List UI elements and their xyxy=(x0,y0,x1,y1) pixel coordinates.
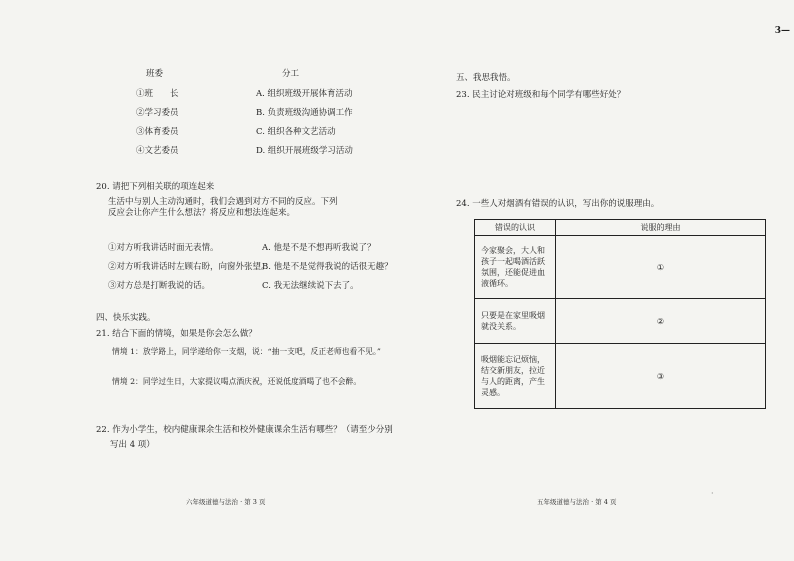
q22-line-1: 22. 作为小学生，校内健康课余生活和校外健康课余生活有哪些？（请至少分别 xyxy=(96,425,393,435)
corner-mark: 3— xyxy=(774,26,790,36)
match-header-duty: 分工 xyxy=(282,69,300,79)
belief-cell: 只要是在家里吸烟就没关系。 xyxy=(475,299,556,344)
belief-cell: 吸烟能忘记烦恼，结交新朋友，拉近与人的距离，产生灵感。 xyxy=(475,344,556,409)
misconception-table xyxy=(474,219,766,409)
match-header-role: 班委 xyxy=(146,69,164,79)
q22-line-2: 写出 4 项） xyxy=(110,440,155,450)
match-role-2: ②学习委员 xyxy=(136,108,179,118)
page-3-footer: 六年级道德与法治 · 第 3 页 xyxy=(186,498,266,506)
table-row xyxy=(475,299,766,344)
q20-thought-c: C. 我无法继续说下去了。 xyxy=(262,281,359,291)
section-4-heading: 四、快乐实践。 xyxy=(96,313,156,323)
q20-intro: 生活中与别人主动沟通时，我们会遇到对方不同的反应。下列反应会让你产生什么想法？将反应和想法连起来。 xyxy=(108,197,338,218)
q20-reaction-3: ③对方总是打断我说的话。 xyxy=(108,281,211,291)
q21-scenario-1: 情境 1：放学路上，同学递给你一支烟，说：“抽一支吧，反正老师也看不见。” xyxy=(112,347,381,356)
q20-thought-b: B. 他是不是觉得我说的话很无趣？ xyxy=(262,262,393,272)
match-duty-a: A. 组织班级开展体育活动 xyxy=(256,89,353,99)
page-4 xyxy=(400,0,794,561)
match-role-3: ③体育委员 xyxy=(136,127,179,137)
q20-reaction-2: ②对方听我讲话时左顾右盼，向窗外张望。 xyxy=(108,262,270,272)
fold-mark: · xyxy=(711,489,714,498)
reason-answer-cell[interactable]: ② xyxy=(556,299,766,344)
section-5-heading: 五、我思我悟。 xyxy=(456,73,516,83)
table-row xyxy=(475,236,766,299)
table-header-reason: 说服的理由 xyxy=(556,220,766,236)
match-duty-d: D. 组织开展班级学习活动 xyxy=(256,146,353,156)
match-duty-b: B. 负责班级沟通协调工作 xyxy=(256,108,353,118)
match-role-4: ④文艺委员 xyxy=(136,146,179,156)
q20-title: 20. 请把下列相关联的项连起来 xyxy=(96,182,215,192)
table-header-belief: 错误的认识 xyxy=(475,220,556,236)
match-role-1: ①班 长 xyxy=(136,89,179,99)
q21-scenario-2: 情境 2：同学过生日，大家提议喝点酒庆祝，还说低度酒喝了也不会醉。 xyxy=(112,377,362,386)
belief-cell: 今家聚会，大人和孩子一起喝酒活跃氛围，还能促进血液循环。 xyxy=(475,236,556,299)
q21-title: 21. 结合下面的情境，如果是你会怎么做？ xyxy=(96,329,257,339)
reason-answer-cell[interactable]: ③ xyxy=(556,344,766,409)
page-4-footer: 五年级道德与法治 · 第 4 页 xyxy=(537,498,617,506)
q24-title: 24. 一些人对烟酒有错误的认识，写出你的说服理由。 xyxy=(456,199,660,209)
reason-answer-cell[interactable]: ① xyxy=(556,236,766,299)
q23-title: 23. 民主讨论对班级和每个同学有哪些好处？ xyxy=(456,90,626,100)
q20-reaction-1: ①对方听我讲话时面无表情。 xyxy=(108,243,219,253)
q20-thought-a: A. 他是不是不想再听我说了？ xyxy=(262,243,376,253)
table-row xyxy=(475,344,766,409)
match-duty-c: C. 组织各种文艺活动 xyxy=(256,127,336,137)
